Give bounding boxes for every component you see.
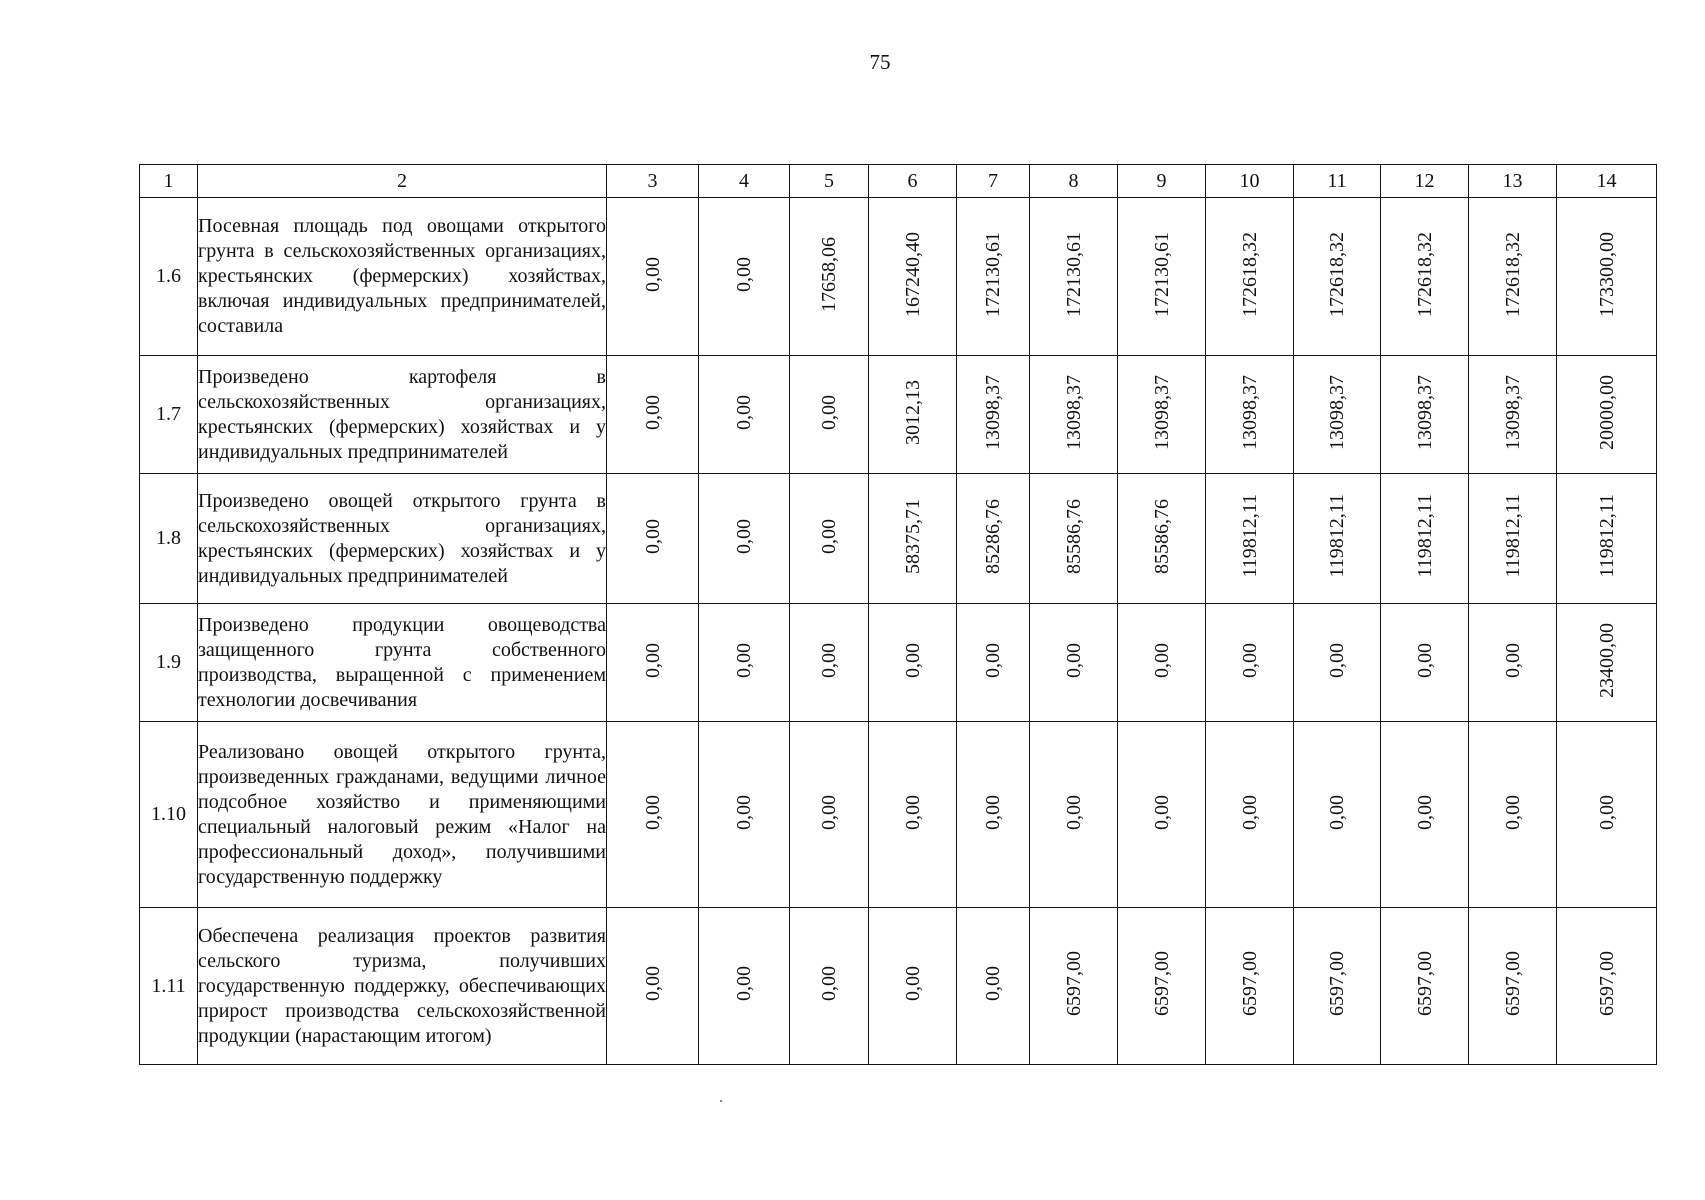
value-cell [607, 604, 699, 722]
row-number: 1.7 [140, 356, 198, 474]
value-cell [790, 604, 869, 722]
row-number: 1.9 [140, 604, 198, 722]
value-text: 0,00 [733, 642, 755, 678]
value-cell [1469, 604, 1557, 722]
value-cell [699, 356, 790, 474]
value-cell [1118, 474, 1206, 604]
table-row [140, 474, 1657, 604]
value-text: 172618,32 [1326, 231, 1348, 317]
value-cell [957, 198, 1030, 356]
value-cell [1206, 604, 1294, 722]
value-text: 0,00 [733, 794, 755, 830]
value-cell [607, 356, 699, 474]
value-cell [1469, 722, 1557, 908]
value-text: 167240,40 [901, 231, 924, 317]
value-text: 23400,00 [1595, 622, 1618, 698]
indicator-description: Посевная площадь под овощами открытого грунта в сельскохозяйственных организациях, крестьянских (фермерских) хозяйствах, включая индивидуальных предпринимателей, составила [198, 198, 607, 356]
value-text: 0,00 [901, 794, 924, 830]
value-cell [699, 604, 790, 722]
column-header: 10 [1206, 165, 1294, 198]
value-cell [607, 474, 699, 604]
value-cell [1381, 474, 1469, 604]
table-body [140, 198, 1657, 1065]
value-cell [1557, 474, 1657, 604]
value-cell [790, 908, 869, 1065]
value-cell [699, 908, 790, 1065]
value-text: 0,00 [641, 966, 664, 1001]
value-cell [1118, 356, 1206, 474]
value-text: 0,00 [901, 642, 924, 678]
value-cell [869, 908, 957, 1065]
value-cell [1381, 198, 1469, 356]
value-text: 0,00 [818, 518, 840, 554]
indicator-description: Произведено картофеля в сельскохозяйственных организациях, крестьянских (фермерских) хозяйствах и у индивидуальных предпринимателей [198, 356, 607, 474]
value-text: 0,00 [1326, 794, 1348, 830]
value-text: 13098,37 [1413, 374, 1436, 450]
value-cell [1381, 908, 1469, 1065]
value-text: 17658,06 [818, 236, 840, 312]
table-row [140, 722, 1657, 908]
value-cell [1030, 722, 1118, 908]
value-cell [1557, 198, 1657, 356]
value-text: 172130,61 [1150, 231, 1173, 317]
value-cell [1206, 474, 1294, 604]
value-text: 13098,37 [1326, 374, 1348, 450]
value-text: 0,00 [1062, 642, 1085, 678]
value-text: 6597,00 [1413, 951, 1436, 1016]
value-cell [957, 908, 1030, 1065]
row-number: 1.11 [140, 908, 198, 1065]
value-cell [699, 722, 790, 908]
value-text: 119812,11 [1238, 494, 1261, 578]
column-header: 8 [1030, 165, 1118, 198]
value-cell [869, 198, 957, 356]
value-text: 58375,71 [901, 498, 924, 574]
header-row [140, 165, 1657, 198]
value-cell [1469, 474, 1557, 604]
value-text: 119812,11 [1595, 494, 1618, 578]
column-header: 11 [1294, 165, 1381, 198]
value-cell [1557, 604, 1657, 722]
value-cell [1030, 198, 1118, 356]
value-cell [1557, 356, 1657, 474]
value-cell [1294, 604, 1381, 722]
page-number: 75 [869, 50, 891, 74]
value-text: 0,00 [1150, 794, 1173, 830]
table-row [140, 198, 1657, 356]
value-text: 119812,11 [1326, 494, 1348, 578]
value-text: 0,00 [1238, 642, 1261, 678]
value-cell [957, 722, 1030, 908]
value-text: 6597,00 [1150, 951, 1173, 1016]
indicators-table [139, 164, 1657, 1065]
value-cell [1469, 908, 1557, 1065]
value-cell [1381, 604, 1469, 722]
value-text: 172618,32 [1501, 231, 1524, 317]
value-cell [1469, 356, 1557, 474]
value-cell [957, 356, 1030, 474]
value-text: 13098,37 [1062, 374, 1085, 450]
value-cell [869, 722, 957, 908]
value-text: 0,00 [1062, 794, 1085, 830]
value-text: 0,00 [982, 966, 1004, 1001]
value-cell [790, 198, 869, 356]
value-text: 6597,00 [1238, 951, 1261, 1016]
value-cell [1294, 474, 1381, 604]
value-cell [1381, 356, 1469, 474]
value-cell [1118, 198, 1206, 356]
column-header: 7 [957, 165, 1030, 198]
value-cell [1206, 198, 1294, 356]
value-text: 0,00 [1501, 642, 1524, 678]
column-header: 12 [1381, 165, 1469, 198]
value-text: 0,00 [982, 794, 1004, 830]
value-cell [957, 604, 1030, 722]
table-row [140, 356, 1657, 474]
column-header: 14 [1557, 165, 1657, 198]
table-row [140, 908, 1657, 1065]
row-number: 1.10 [140, 722, 198, 908]
value-cell [1206, 908, 1294, 1065]
value-cell [607, 908, 699, 1065]
value-text: 13098,37 [1238, 374, 1261, 450]
value-text: 0,00 [1413, 642, 1436, 678]
value-text: 0,00 [1413, 794, 1436, 830]
value-text: 0,00 [1595, 794, 1618, 830]
value-cell [1469, 198, 1557, 356]
indicator-description: Реализовано овощей открытого грунта, произведенных гражданами, ведущими личное подсобное хозяйство и применяющими специальный налоговый режим «Налог на профессиональный доход», получившими государственную поддержку [198, 722, 607, 908]
value-text: 0,00 [733, 966, 755, 1001]
value-cell [869, 356, 957, 474]
value-text: 3012,13 [901, 379, 924, 445]
value-cell [607, 198, 699, 356]
value-cell [699, 474, 790, 604]
value-text: 85586,76 [1150, 498, 1173, 574]
indicator-description: Произведено овощей открытого грунта в сельскохозяйственных организациях, крестьянских (фермерских) хозяйствах и у индивидуальных предпринимателей [198, 474, 607, 604]
value-text: 13098,37 [1501, 374, 1524, 450]
value-text: 173300,00 [1595, 231, 1618, 317]
value-cell [1557, 722, 1657, 908]
value-cell [1294, 722, 1381, 908]
column-header: 2 [198, 165, 607, 198]
scan-speck [720, 1100, 722, 1102]
value-text: 0,00 [901, 966, 924, 1001]
value-text: 6597,00 [1326, 951, 1348, 1016]
column-header: 5 [790, 165, 869, 198]
value-text: 0,00 [1326, 642, 1348, 678]
column-header: 13 [1469, 165, 1557, 198]
value-text: 85286,76 [982, 498, 1004, 574]
value-cell [790, 722, 869, 908]
value-text: 172618,32 [1238, 231, 1261, 317]
value-cell [1294, 908, 1381, 1065]
value-cell [1381, 722, 1469, 908]
value-text: 0,00 [641, 256, 664, 292]
value-text: 6597,00 [1501, 951, 1524, 1016]
value-text: 0,00 [641, 794, 664, 830]
column-header: 4 [699, 165, 790, 198]
value-cell [790, 474, 869, 604]
value-text: 13098,37 [1150, 374, 1173, 450]
value-text: 0,00 [1501, 794, 1524, 830]
value-cell [1118, 604, 1206, 722]
value-text: 0,00 [1150, 642, 1173, 678]
row-number: 1.6 [140, 198, 198, 356]
value-text: 0,00 [818, 394, 840, 430]
value-cell [1118, 908, 1206, 1065]
value-text: 172130,61 [1062, 231, 1085, 317]
value-text: 0,00 [641, 394, 664, 430]
value-text: 119812,11 [1413, 494, 1436, 578]
value-text: 0,00 [733, 394, 755, 430]
row-number: 1.8 [140, 474, 198, 604]
value-text: 0,00 [733, 256, 755, 292]
table-row [140, 604, 1657, 722]
value-cell [1030, 604, 1118, 722]
value-text: 6597,00 [1595, 951, 1618, 1016]
value-text: 0,00 [818, 966, 840, 1001]
value-cell [1206, 722, 1294, 908]
value-cell [1030, 908, 1118, 1065]
value-cell [1206, 356, 1294, 474]
value-text: 0,00 [1238, 794, 1261, 830]
value-cell [1557, 908, 1657, 1065]
column-header: 3 [607, 165, 699, 198]
value-cell [869, 474, 957, 604]
value-cell [1294, 356, 1381, 474]
column-header: 9 [1118, 165, 1206, 198]
value-cell [1118, 722, 1206, 908]
value-text: 85586,76 [1062, 498, 1085, 574]
value-text: 0,00 [818, 794, 840, 830]
value-text: 0,00 [818, 642, 840, 678]
value-text: 172618,32 [1413, 231, 1436, 317]
value-cell [869, 604, 957, 722]
value-cell [1030, 474, 1118, 604]
value-text: 0,00 [641, 518, 664, 554]
value-text: 172130,61 [982, 231, 1004, 317]
column-header: 6 [869, 165, 957, 198]
value-cell [790, 356, 869, 474]
value-cell [1294, 198, 1381, 356]
value-text: 0,00 [641, 642, 664, 678]
value-text: 20000,00 [1595, 374, 1618, 450]
indicator-description: Обеспечена реализация проектов развития сельского туризма, получивших государственную поддержку, обеспечивающих прирост производства сельскохозяйственной продукции (нарастающим итогом) [198, 908, 607, 1065]
value-text: 0,00 [733, 518, 755, 554]
value-cell [1030, 356, 1118, 474]
value-cell [607, 722, 699, 908]
value-cell [699, 198, 790, 356]
value-text: 6597,00 [1062, 951, 1085, 1016]
indicator-description: Произведено продукции овощеводства защищенного грунта собственного производства, выращенной с применением технологии досвечивания [198, 604, 607, 722]
value-text: 0,00 [982, 642, 1004, 678]
value-cell [957, 474, 1030, 604]
value-text: 119812,11 [1501, 494, 1524, 578]
value-text: 13098,37 [982, 374, 1004, 450]
column-header: 1 [140, 165, 198, 198]
